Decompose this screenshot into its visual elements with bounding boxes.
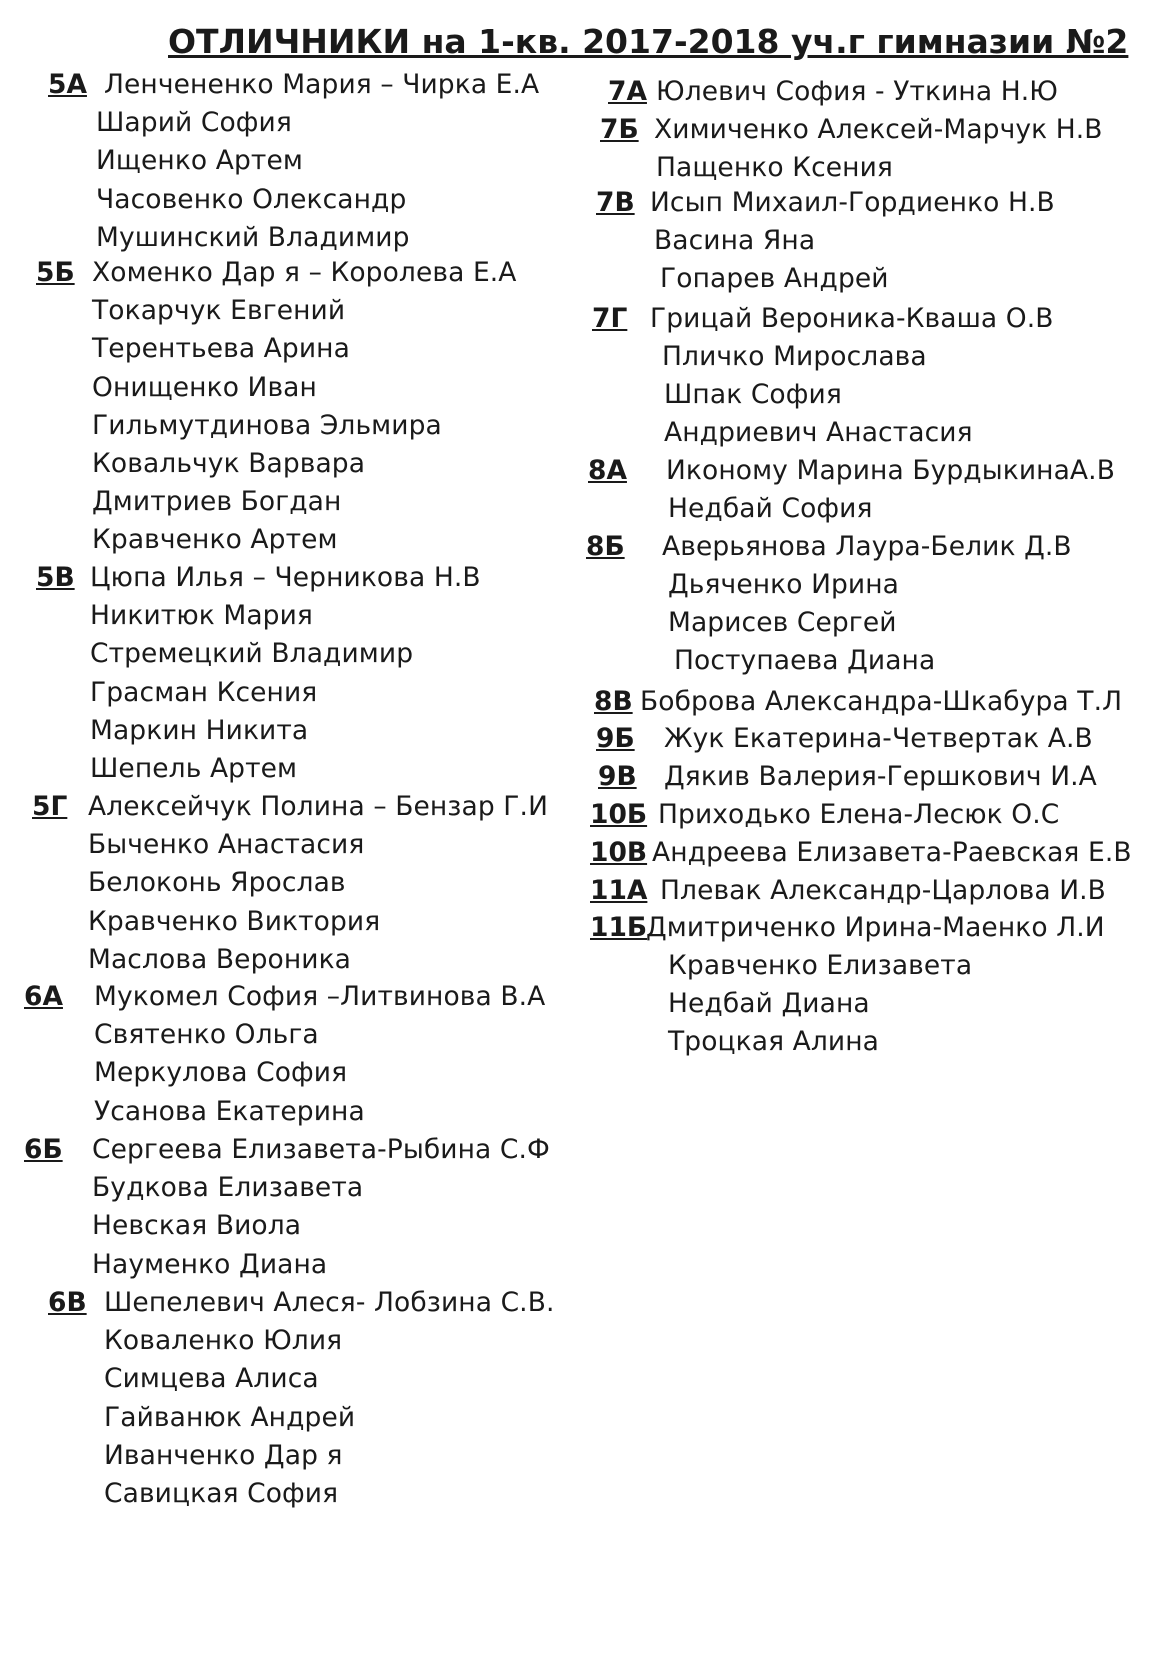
student-teacher-line: Грицай Вероника-Кваша О.В bbox=[650, 303, 1054, 334]
student-teacher-line: Цюпа Илья – Черникова Н.В bbox=[90, 562, 481, 593]
class-label-right-1: 7Б bbox=[600, 114, 639, 145]
student-name: Никитюк Мария bbox=[90, 600, 313, 632]
student-teacher-line: Алексейчук Полина – Бензар Г.И bbox=[88, 791, 548, 822]
class-label-left-5: 6Б bbox=[24, 1134, 63, 1165]
class-label-right-4: 8А bbox=[588, 455, 627, 486]
student-teacher-line: Икономy Марина БурдыкинаА.В bbox=[666, 455, 1115, 486]
student-name: Святенко Ольга bbox=[94, 1019, 319, 1051]
student-teacher-line: Дмитриченко Ирина-Маенко Л.И bbox=[646, 912, 1105, 943]
student-name: Онищенко Иван bbox=[92, 371, 317, 403]
student-teacher-line: Исып Михаил-Гордиенко Н.В bbox=[650, 187, 1055, 218]
student-name: Часовенко Олександр bbox=[96, 183, 407, 215]
student-name: Усанова Екатерина bbox=[94, 1095, 365, 1127]
class-label-right-6: 8В bbox=[594, 686, 633, 717]
student-name: Грасман Ксения bbox=[90, 676, 318, 708]
student-name: Пащенко Ксения bbox=[656, 152, 893, 183]
student-teacher-line: Ленчененко Мария – Чирка Е.А bbox=[104, 69, 540, 100]
student-name: Савицкая София bbox=[104, 1478, 339, 1509]
class-label-right-2: 7В bbox=[596, 187, 635, 218]
student-name: Маркин Никита bbox=[90, 714, 309, 746]
student-name: Гайванюк Андрей bbox=[104, 1401, 356, 1433]
student-teacher-line: Приходько Елена-Лесюк О.С bbox=[658, 799, 1060, 830]
student-name: Симцева Алиса bbox=[104, 1363, 319, 1395]
class-label-left-3: 5Г bbox=[32, 791, 68, 822]
class-label-right-10: 10В bbox=[590, 837, 648, 868]
student-name: Науменко Диана bbox=[92, 1248, 328, 1280]
student-name: Троцкая Алина bbox=[668, 1026, 880, 1057]
student-name: Гопарев Андрей bbox=[660, 263, 889, 294]
student-teacher-line: Шепелевич Алеся- Лобзина С.В. bbox=[104, 1287, 555, 1318]
class-label-left-6: 6В bbox=[48, 1287, 87, 1318]
student-teacher-line: Мукомел София –Литвинова В.А bbox=[94, 981, 546, 1012]
student-teacher-line: Андреева Елизавета-Раевская Е.В bbox=[652, 837, 1132, 868]
student-name: Терентьева Арина bbox=[92, 333, 350, 365]
class-label-right-0: 7А bbox=[608, 76, 647, 107]
student-name: Васина Яна bbox=[654, 225, 816, 256]
student-name: Марисев Сергей bbox=[668, 607, 897, 638]
student-name: Недбай София bbox=[668, 493, 873, 524]
student-name: Коваленко Юлия bbox=[104, 1325, 343, 1357]
student-name: Андриевич Анастасия bbox=[664, 417, 973, 448]
class-label-left-1: 5Б bbox=[36, 257, 75, 288]
student-teacher-line: Аверьянова Лаура-Белик Д.В bbox=[662, 531, 1072, 562]
student-name: Будкова Елизавета bbox=[92, 1172, 364, 1204]
student-name: Недбай Диана bbox=[668, 988, 870, 1019]
student-name: Шарий София bbox=[96, 107, 292, 139]
student-teacher-line: Химиченко Алексей-Марчук Н.В bbox=[654, 114, 1103, 145]
class-label-right-7: 9Б bbox=[596, 723, 635, 754]
student-name: Дмитриев Богдан bbox=[92, 486, 342, 518]
student-name: Шпак София bbox=[664, 379, 842, 410]
class-label-left-0: 5А bbox=[48, 69, 87, 100]
student-name: Ковальчук Варвара bbox=[92, 448, 366, 479]
student-name: Шепель Артем bbox=[90, 753, 298, 784]
student-teacher-line: Сергеева Елизавета-Рыбина С.Ф bbox=[92, 1134, 550, 1165]
student-name: Кравченко Виктория bbox=[88, 905, 381, 937]
student-teacher-line: Хоменко Дар я – Королева Е.А bbox=[92, 257, 517, 288]
class-label-left-4: 6А bbox=[24, 981, 63, 1012]
student-teacher-line: Жук Екатерина-Четвертак А.В bbox=[664, 723, 1093, 754]
student-name: Иванченко Дар я bbox=[104, 1439, 343, 1471]
class-label-left-2: 5В bbox=[36, 562, 75, 593]
student-name: Ищенко Артем bbox=[96, 145, 303, 177]
student-name: Токарчук Евгений bbox=[92, 295, 346, 327]
class-label-right-11: 11А bbox=[590, 875, 648, 906]
class-label-right-3: 7Г bbox=[592, 303, 628, 334]
student-name: Мушинский Владимир bbox=[96, 221, 410, 253]
student-name: Белоконь Ярослав bbox=[88, 867, 346, 899]
document-title: ОТЛИЧНИКИ на 1-кв. 2017-2018 уч.г гимназии №2 bbox=[168, 22, 1129, 61]
student-teacher-line: Плевак Александр-Царлова И.В bbox=[660, 875, 1106, 906]
student-name: Быченко Анастасия bbox=[88, 829, 365, 861]
student-name: Поступаева Диана bbox=[674, 645, 936, 676]
student-name: Кравченко Артем bbox=[92, 524, 338, 556]
class-label-right-12: 11Б bbox=[590, 912, 648, 943]
class-label-right-9: 10Б bbox=[590, 799, 648, 830]
student-name: Стремецкий Владимир bbox=[90, 638, 414, 670]
student-name: Невская Виола bbox=[92, 1210, 302, 1242]
student-teacher-line: Дякив Валерия-Гершкович И.А bbox=[664, 761, 1097, 792]
student-name: Меркулова София bbox=[94, 1057, 348, 1089]
student-name: Маслова Вероника bbox=[88, 943, 352, 975]
student-name: Пличко Мирослава bbox=[662, 341, 927, 372]
class-label-right-8: 9В bbox=[598, 761, 637, 792]
student-name: Гильмутдинова Эльмира bbox=[92, 409, 442, 441]
student-name: Дьяченко Ирина bbox=[668, 569, 900, 600]
student-name: Кравченко Елизавета bbox=[668, 950, 973, 981]
class-label-right-5: 8Б bbox=[586, 531, 625, 562]
student-teacher-line: Боброва Александра-Шкабура Т.Л bbox=[640, 686, 1123, 717]
student-teacher-line: Юлевич София - Уткина Н.Ю bbox=[656, 76, 1058, 107]
